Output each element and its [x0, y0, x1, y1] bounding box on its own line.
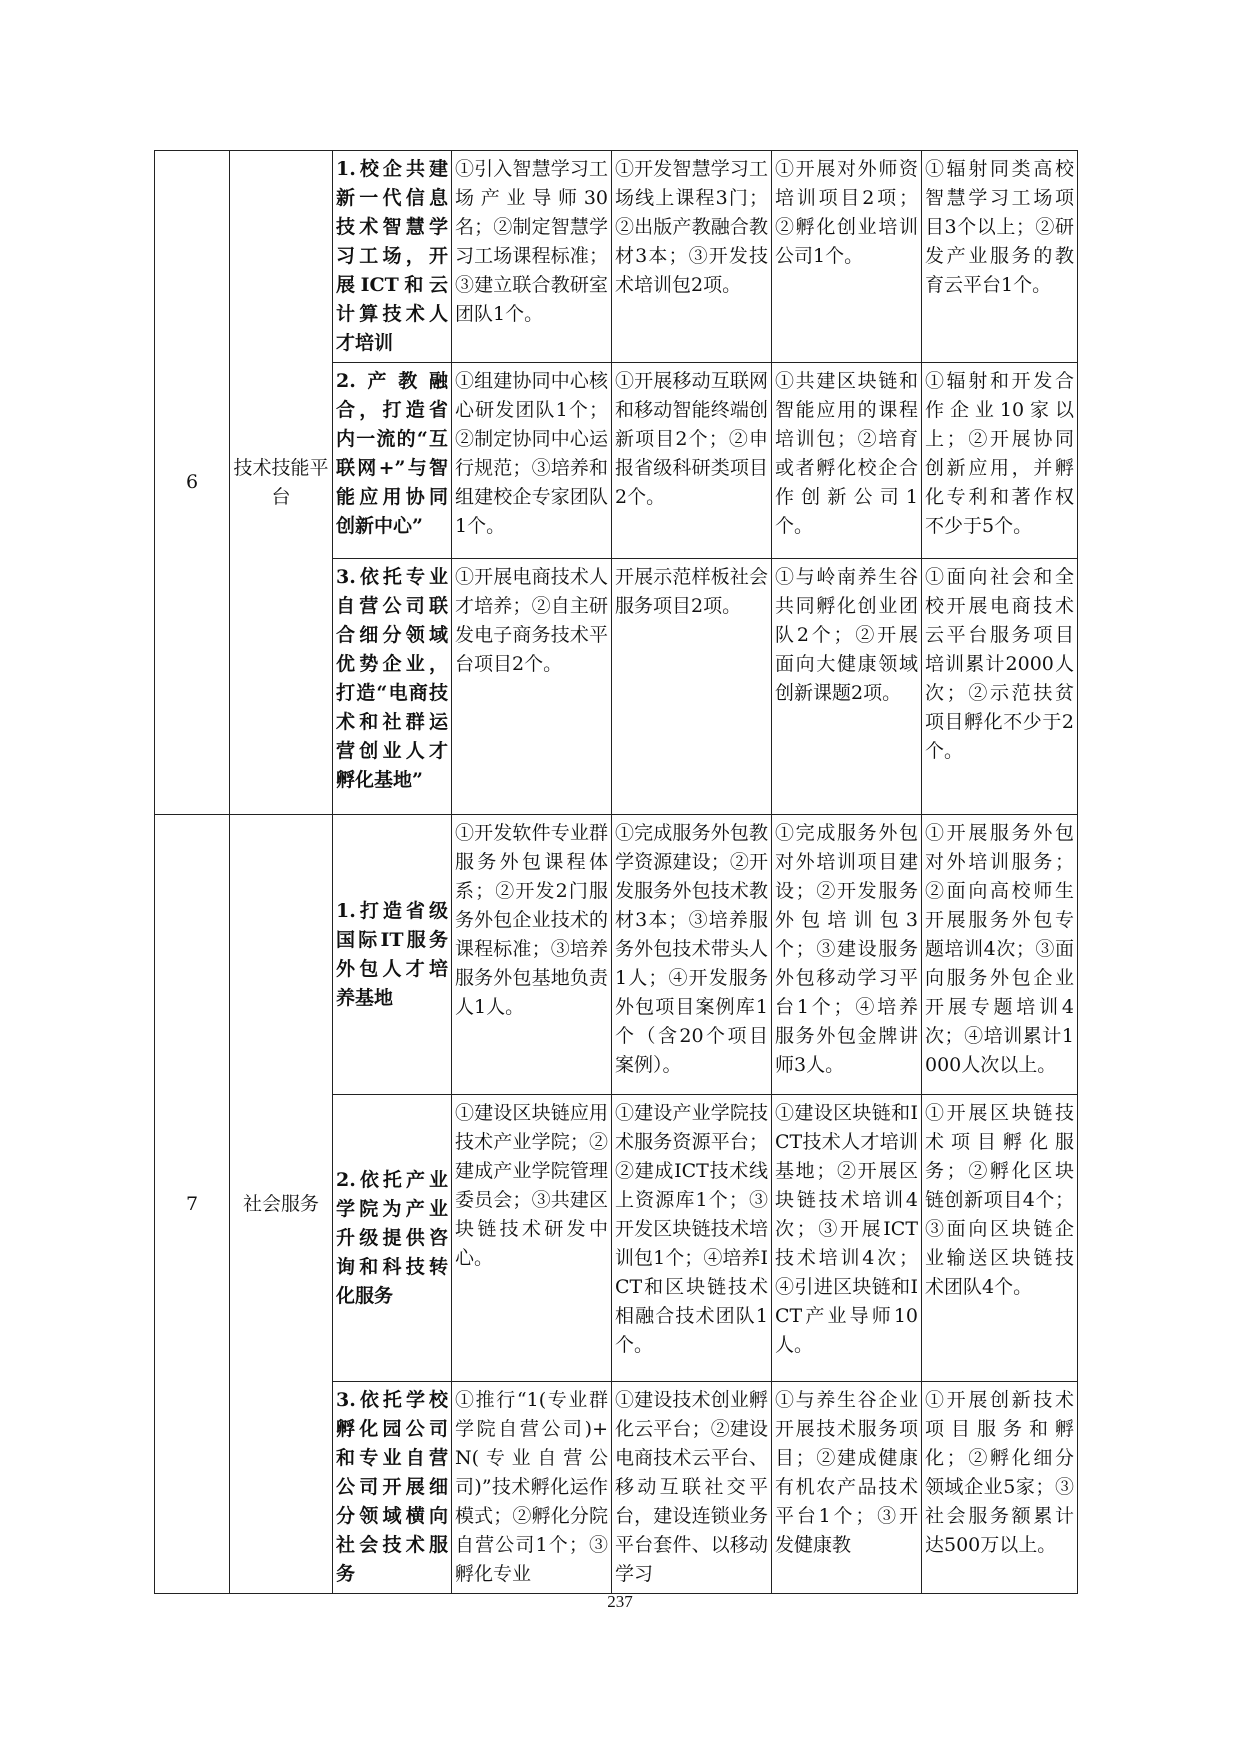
table-cell: ①开展对外师资培训项目2项；②孵化创业培训公司1个。 [772, 151, 922, 363]
table-cell: ①引入智慧学习工场产业导师30名；②制定智慧学习工场课程标准；③建立联合教研室团队1个。 [452, 151, 612, 363]
table-cell: ①建设产业学院技术服务资源平台；②建成ICT技术线上资源库1个；③开发区块链技术培训包1个；④培养ICT和区块链技术相融合技术团队1个。 [612, 1095, 772, 1382]
table-cell: ①开发软件专业群服务外包课程体系；②开发2门服务外包企业技术的课程标准；③培养服务外包基地负责人1人。 [452, 815, 612, 1095]
platform-cell: 社会服务 [230, 815, 333, 1594]
table-cell: ①开展电商技术人才培养；②自主研发电子商务技术平台项目2个。 [452, 559, 612, 815]
table-cell: ①辐射和开发合作企业10家以上；②开展协同创新应用，并孵化专利和著作权不少于5个。 [922, 363, 1078, 559]
task-cell: 3.依托专业自营公司联合细分领域优势企业，打造“电商技术和社群运营创业人才孵化基地” [333, 559, 452, 815]
table-cell: ①辐射同类高校智慧学习工场项目3个以上；②研发产业服务的教育云平台1个。 [922, 151, 1078, 363]
task-cell: 3.依托学校孵化园公司和专业自营公司开展细分领域横向社会技术服务 [333, 1382, 452, 1594]
table-cell: ①完成服务外包教学资源建设；②开发服务外包技术教材3本；③培养服务外包技术带头人1人；④开发服务外包项目案例库1个（含20个项目案例）。 [612, 815, 772, 1095]
project-table [154, 150, 1078, 1594]
table-cell: 开展示范样板社会服务项目2项。 [612, 559, 772, 815]
table-row [155, 815, 1078, 1095]
table-cell: ①开展服务外包对外培训服务；②面向高校师生开展服务外包专题培训4次；③面向服务外包企业开展专题培训4次；④培训累计1000人次以上。 [922, 815, 1078, 1095]
table-cell: ①开展移动互联网和移动智能终端创新项目2个；②申报省级科研类项目2个。 [612, 363, 772, 559]
table-cell: ①组建协同中心核心研发团队1个；②制定协同中心运行规范；③培养和组建校企专家团队1个。 [452, 363, 612, 559]
table-cell: ①开展创新技术项目服务和孵化；②孵化细分领域企业5家；③社会服务额累计达500万以上。 [922, 1382, 1078, 1594]
table-cell: ①面向社会和全校开展电商技术云平台服务项目培训累计2000人次；②示范扶贫项目孵化不少于2个。 [922, 559, 1078, 815]
table-cell: ①与养生谷企业开展技术服务项目；②建成健康有机农产品技术平台1个；③开发健康教 [772, 1382, 922, 1594]
task-cell: 1.打造省级国际IT服务外包人才培养基地 [333, 815, 452, 1095]
table-row [155, 151, 1078, 363]
task-cell: 2.产教融合，打造省内一流的“互联网+”与智能应用协同创新中心” [333, 363, 452, 559]
table-cell: ①与岭南养生谷共同孵化创业团队2个；②开展面向大健康领域创新课题2项。 [772, 559, 922, 815]
table-cell: ①建设区块链应用技术产业学院；②建成产业学院管理委员会；③共建区块链技术研发中心。 [452, 1095, 612, 1382]
table-cell: ①建设区块链和ICT技术人才培训基地；②开展区块链技术培训4次；③开展ICT技术培训4次；④引进区块链和ICT产业导师10人。 [772, 1095, 922, 1382]
table-cell: ①推行“1(专业群学院自营公司)+N(专业自营公司)”技术孵化运作模式；②孵化分院自营公司1个；③孵化专业 [452, 1382, 612, 1594]
task-cell: 2.依托产业学院为产业升级提供咨询和科技转化服务 [333, 1095, 452, 1382]
page-number: 237 [607, 1592, 633, 1611]
platform-cell: 技术技能平台 [230, 151, 333, 815]
table-cell: ①共建区块链和智能应用的课程培训包；②培育或者孵化校企合作创新公司1个。 [772, 363, 922, 559]
table-cell: ①建设技术创业孵化云平台；②建设电商技术云平台、移动互联社交平台，建设连锁业务平台套件、以移动学习 [612, 1382, 772, 1594]
table-cell: ①开展区块链技术项目孵化服务；②孵化区块链创新项目4个；③面向区块链企业输送区块链技术团队4个。 [922, 1095, 1078, 1382]
table-cell: ①开发智慧学习工场线上课程3门；②出版产教融合教材3本；③开发技术培训包2项。 [612, 151, 772, 363]
table-cell: ①完成服务外包对外培训项目建设；②开发服务外包培训包3个；③建设服务外包移动学习平台1个；④培养服务外包金牌讲师3人。 [772, 815, 922, 1095]
row-number: 7 [155, 815, 230, 1594]
row-number: 6 [155, 151, 230, 815]
task-cell: 1.校企共建新一代信息技术智慧学习工场，开展ICT和云计算技术人才培训 [333, 151, 452, 363]
